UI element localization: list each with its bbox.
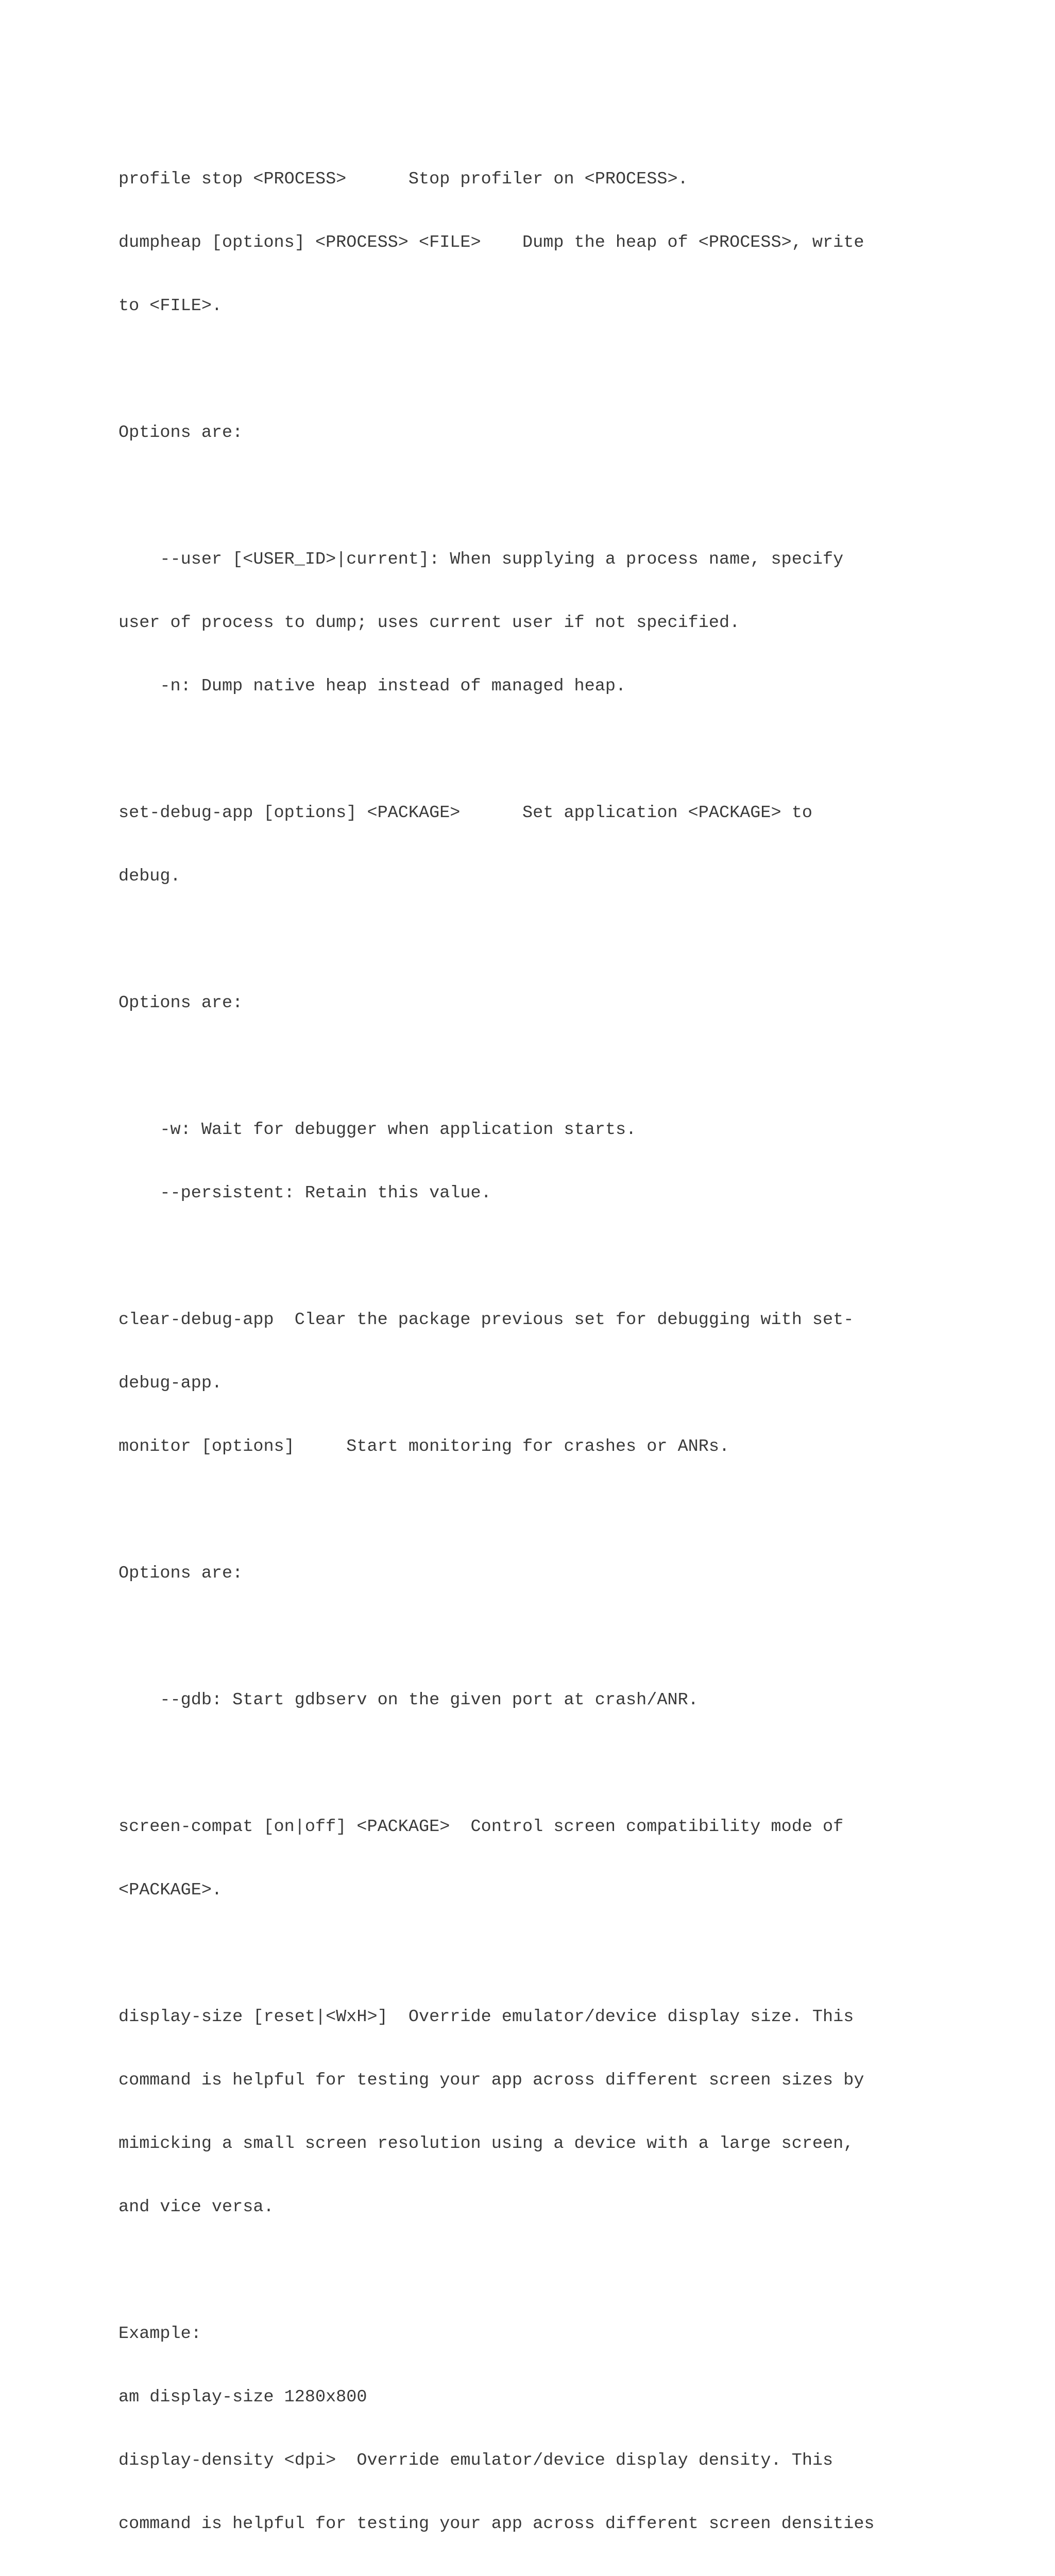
- text-line: set-debug-app [options] <PACKAGE> Set application <PACKAGE> to: [118, 803, 812, 823]
- blank-line: [118, 739, 963, 760]
- text-line: and vice versa.: [118, 2197, 274, 2217]
- blank-line: [118, 1753, 963, 1774]
- text-line: --gdb: Start gdbserv on the given port at crash/ANR.: [118, 1690, 699, 1710]
- text-line: Options are:: [118, 1564, 243, 1583]
- text-line: -n: Dump native heap instead of managed heap.: [118, 676, 626, 696]
- text-line: to <FILE>.: [118, 296, 223, 316]
- text-line: user of process to dump; uses current user if not specified.: [118, 613, 740, 633]
- text-line: dumpheap [options] <PROCESS> <FILE> Dump the heap of <PROCESS>, write: [118, 233, 864, 252]
- text-line: clear-debug-app Clear the package previous set for debugging with set-: [118, 1310, 854, 1330]
- text-line: command is helpful for testing your app across different screen sizes by: [118, 2071, 864, 2090]
- text-line: screen-compat [on|off] <PACKAGE> Control screen compatibility mode of: [118, 1817, 844, 1837]
- blank-line: [118, 1056, 963, 1077]
- text-line: --user [<USER_ID>|current]: When supplying a process name, specify: [118, 550, 844, 569]
- blank-line: [118, 1500, 963, 1521]
- blank-line: [118, 359, 963, 380]
- blank-line: [118, 1246, 963, 1267]
- blank-line: [118, 2260, 963, 2281]
- text-line: monitor [options] Start monitoring for crashes or ANRs.: [118, 1437, 730, 1456]
- text-line: profile stop <PROCESS> Stop profiler on <PROCESS>.: [118, 170, 688, 189]
- blank-line: [118, 1626, 963, 1648]
- text-line: Options are:: [118, 423, 243, 443]
- document-text: [118, 127, 963, 2576]
- blank-line: [118, 486, 963, 507]
- text-line: debug-app.: [118, 1374, 223, 1393]
- text-line: am display-size 1280x800: [118, 2387, 367, 2407]
- text-line: <PACKAGE>.: [118, 1880, 223, 1900]
- text-line: display-size [reset|<WxH>] Override emulator/device display size. This: [118, 2007, 854, 2027]
- text-line: Options are:: [118, 993, 243, 1013]
- blank-line: [118, 929, 963, 951]
- text-line: debug.: [118, 867, 181, 886]
- text-line: mimicking a small screen resolution using a device with a large screen,: [118, 2134, 854, 2154]
- blank-line: [118, 1943, 963, 1964]
- text-line: --persistent: Retain this value.: [118, 1183, 491, 1203]
- text-line: command is helpful for testing your app across different screen densities: [118, 2514, 875, 2534]
- text-line: display-density <dpi> Override emulator/device display density. This: [118, 2451, 833, 2470]
- text-line: -w: Wait for debugger when application starts.: [118, 1120, 637, 1140]
- text-line: Example:: [118, 2324, 201, 2344]
